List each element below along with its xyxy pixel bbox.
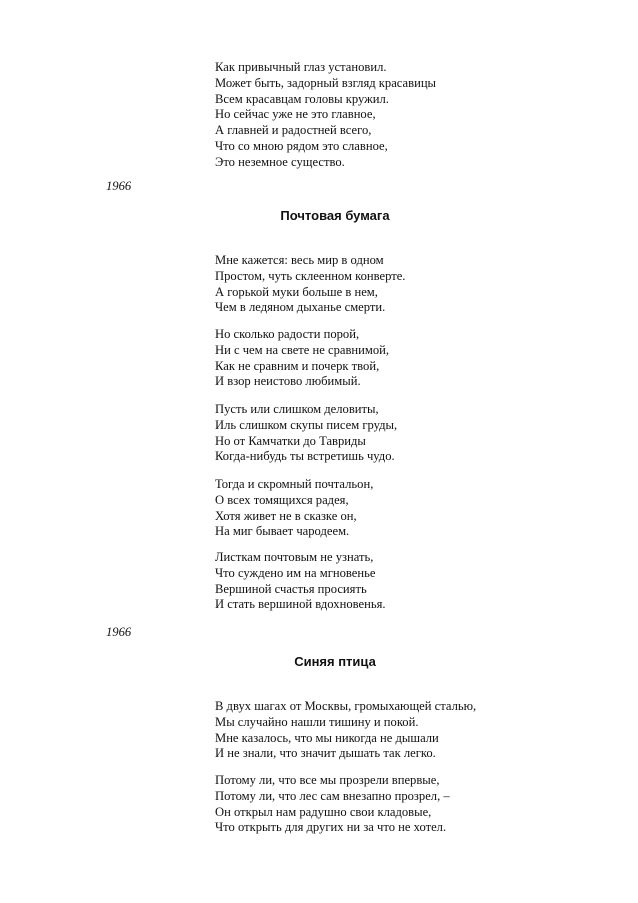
poem3-title: Синяя птица	[294, 654, 376, 669]
poem-line: Что открыть для других ни за что не хотел.	[215, 820, 447, 835]
poem-line: Когда-нибудь ты встретишь чудо.	[215, 449, 395, 464]
poem-line: Пусть или слишком деловиты,	[215, 402, 379, 416]
poem-line: И взор неистово любимый.	[215, 374, 361, 389]
poem-line: Потому ли, что лес сам внезапно прозрел, –	[215, 788, 450, 803]
poem2-stanza-4	[215, 477, 595, 540]
poem-line: И не знали, что значит дышать так легко.	[215, 746, 436, 761]
poem2-year: 1966	[106, 625, 132, 639]
poem-line: Тогда и скромный почтальон,	[215, 477, 374, 491]
poem-line: Мне кажется: весь мир в одном	[215, 253, 384, 267]
poem-line: Это неземное существо.	[215, 154, 345, 169]
poem-line: Простом, чуть склеенном конверте.	[215, 268, 406, 283]
poem3-stanza-1	[215, 699, 595, 762]
poem-line: Потому ли, что все мы прозрели впервые,	[215, 773, 440, 787]
poem-line: Что со мною рядом это славное,	[215, 138, 388, 153]
poem-line: На миг бывает чародеем.	[215, 524, 350, 539]
poem-line: Мы случайно нашли тишину и покой.	[215, 714, 419, 729]
poem-line: Как не сравним и почерк твой,	[215, 358, 380, 373]
poem-line: А главней и радостней всего,	[215, 123, 372, 138]
poem2-stanza-5	[215, 550, 595, 613]
poem-line: Мне казалось, что мы никогда не дышали	[215, 730, 439, 745]
poem-line: Хотя живет не в сказке он,	[215, 508, 357, 523]
poem-line: Иль слишком скупы писем груды,	[215, 417, 398, 432]
poem-line: Всем красавцам головы кружил.	[215, 91, 389, 106]
poem-line: Но сколько радости порой,	[215, 327, 360, 341]
poem-line: Он открыл нам радушно свои кладовые,	[215, 804, 432, 819]
poem2-title: Почтовая бумага	[280, 208, 390, 223]
poem3-stanza-2	[215, 773, 595, 836]
poem-line: Ни с чем на свете не сравнимой,	[215, 342, 390, 357]
poem-line: А горькой муки больше в нем,	[215, 284, 378, 299]
poem-line: И стать вершиной вдохновенья.	[215, 597, 386, 612]
poem1-year: 1966	[106, 179, 132, 193]
poem2-stanza-3	[215, 402, 595, 465]
poem-line: Листкам почтовым не узнать,	[215, 550, 374, 564]
poem-line: О всех томящихся радея,	[215, 492, 349, 507]
poem-line: Чем в ледяном дыханье смерти.	[215, 300, 386, 315]
poem1-stanza-1	[215, 60, 595, 171]
poem-line: Но сейчас уже не это главное,	[215, 107, 376, 122]
poem-line: В двух шагах от Москвы, громыхающей сталью,	[215, 699, 477, 713]
poem-line: Вершиной счастья просиять	[215, 581, 367, 596]
poem2-stanza-1	[215, 253, 595, 316]
poem2-stanza-2	[215, 327, 595, 390]
poem-line: Что суждено им на мгновенье	[215, 565, 376, 580]
poem-line: Но от Камчатки до Тавриды	[215, 433, 366, 448]
poem-line: Может быть, задорный взгляд красавицы	[215, 75, 437, 90]
poem-line: Как привычный глаз установил.	[215, 60, 387, 74]
